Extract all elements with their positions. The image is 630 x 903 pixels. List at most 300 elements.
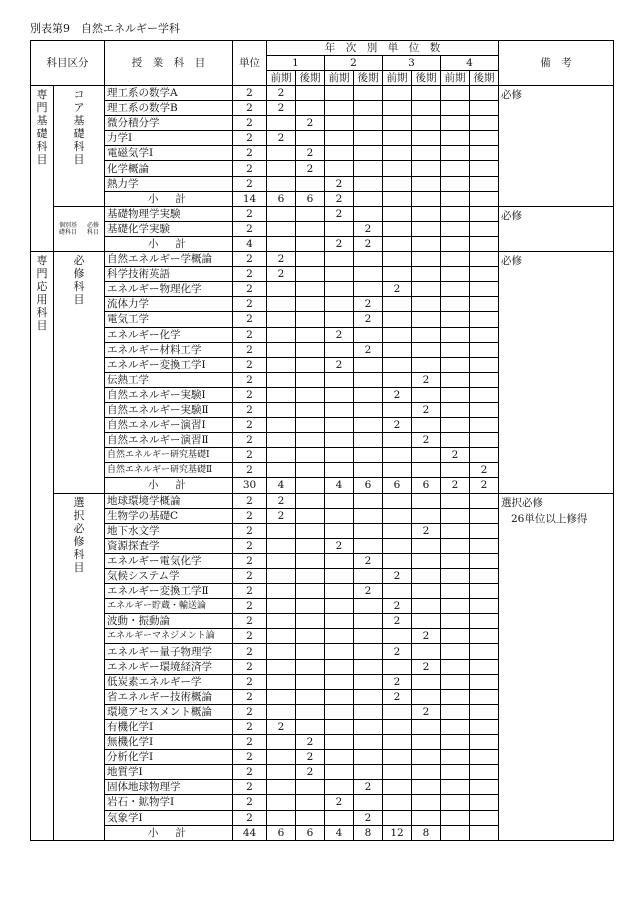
year-units-cell	[296, 644, 325, 659]
subtotal-year-cell	[383, 236, 412, 251]
year-units-cell: 2	[412, 704, 441, 719]
year-units-cell: 2	[354, 584, 383, 599]
year-units-cell	[325, 402, 354, 417]
year-units-cell	[383, 161, 412, 176]
year-units-cell	[296, 719, 325, 734]
year-units-cell	[354, 357, 383, 372]
year-units-cell	[325, 750, 354, 765]
year-units-cell: 2	[267, 493, 296, 508]
units-value: 2	[233, 342, 267, 357]
year-units-cell	[470, 448, 499, 463]
year-units-cell	[441, 523, 470, 538]
subject-name: 理工系の数学B	[105, 101, 233, 116]
year-units-cell	[441, 327, 470, 342]
header-units: 単位	[233, 41, 267, 86]
subject-name: 流体力学	[105, 297, 233, 312]
units-value: 2	[233, 523, 267, 538]
subtotal-year-cell: 6	[354, 478, 383, 493]
year-units-cell	[412, 161, 441, 176]
year-units-cell	[383, 206, 412, 221]
year-units-cell	[470, 629, 499, 644]
year-units-cell	[441, 252, 470, 267]
year-units-cell	[383, 553, 412, 568]
subtotal-year-cell: 6	[296, 191, 325, 206]
year-units-cell	[470, 765, 499, 780]
year-units-cell	[383, 780, 412, 795]
year-units-cell	[296, 614, 325, 629]
year-units-cell	[296, 252, 325, 267]
year-units-cell	[412, 674, 441, 689]
remark-kobetsu	[499, 206, 614, 251]
subtotal-year-cell	[470, 825, 499, 840]
year-units-cell	[470, 116, 499, 131]
year-units-cell	[441, 387, 470, 402]
year-units-cell	[325, 584, 354, 599]
units-value: 2	[233, 146, 267, 161]
year-units-cell	[412, 599, 441, 614]
year-units-cell	[412, 101, 441, 116]
subject-name: 低炭素エネルギー学	[105, 674, 233, 689]
year-units-cell	[441, 704, 470, 719]
year-units-cell	[354, 674, 383, 689]
subtotal-year-cell	[441, 825, 470, 840]
year-units-cell	[441, 282, 470, 297]
year-units-cell	[441, 342, 470, 357]
year-units-cell	[267, 765, 296, 780]
year-units-cell	[441, 614, 470, 629]
year-units-cell	[470, 704, 499, 719]
year-units-cell	[267, 433, 296, 448]
subject-name: 自然エネルギー学概論	[105, 252, 233, 267]
year-units-cell	[296, 810, 325, 825]
year-units-cell	[412, 252, 441, 267]
year-units-cell	[296, 86, 325, 101]
subject-name: エネルギー量子物理学	[105, 644, 233, 659]
group-senmon-oyo	[31, 252, 54, 841]
year-units-cell	[470, 297, 499, 312]
units-value: 2	[233, 614, 267, 629]
year-units-cell	[354, 86, 383, 101]
year-units-cell	[325, 116, 354, 131]
year-units-cell	[441, 508, 470, 523]
year-units-cell	[470, 780, 499, 795]
year-units-cell	[383, 750, 412, 765]
remark-core	[499, 86, 614, 207]
subject-name: エネルギー変換工学Ⅱ	[105, 584, 233, 599]
units-value: 2	[233, 101, 267, 116]
subject-name: 伝熱工学	[105, 372, 233, 387]
subject-name: 理工系の数学A	[105, 86, 233, 101]
subtotal-year-cell: 4	[325, 478, 354, 493]
header-year-by-year: 年 次 別 単 位 数	[267, 41, 499, 56]
year-units-cell	[441, 644, 470, 659]
units-value: 2	[233, 719, 267, 734]
year-units-cell	[296, 569, 325, 584]
year-units-cell	[470, 402, 499, 417]
year-units-cell	[383, 357, 412, 372]
subtotal-units: 14	[233, 191, 267, 206]
units-value: 2	[233, 538, 267, 553]
header-remarks: 備 考	[499, 41, 614, 86]
year-units-cell	[383, 704, 412, 719]
subject-name: エネルギー貯蔵・輸送論	[105, 599, 233, 614]
year-units-cell	[325, 689, 354, 704]
year-units-cell	[296, 282, 325, 297]
subtotal-year-cell	[383, 191, 412, 206]
year-units-cell	[325, 372, 354, 387]
year-units-cell: 2	[296, 765, 325, 780]
year-units-cell	[412, 463, 441, 478]
header-subject: 授 業 科 目	[105, 41, 233, 86]
group-core-kiso	[54, 86, 105, 207]
subtotal-year-cell	[296, 236, 325, 251]
year-units-cell: 2	[354, 780, 383, 795]
year-units-cell	[470, 282, 499, 297]
year-units-cell	[470, 86, 499, 101]
year-units-cell: 2	[383, 644, 412, 659]
units-value: 2	[233, 508, 267, 523]
header-year-4: 4	[441, 56, 499, 71]
remark-sentaku	[499, 493, 614, 840]
subject-name: 力学Ⅰ	[105, 131, 233, 146]
year-units-cell: 2	[412, 402, 441, 417]
year-units-cell	[383, 810, 412, 825]
year-units-cell	[267, 810, 296, 825]
year-units-cell	[441, 795, 470, 810]
year-units-cell	[470, 644, 499, 659]
subtotal-year-cell	[412, 191, 441, 206]
subject-name: 資源探査学	[105, 538, 233, 553]
subject-name: 岩石・鉱物学Ⅰ	[105, 795, 233, 810]
year-units-cell: 2	[296, 116, 325, 131]
year-units-cell	[412, 297, 441, 312]
year-units-cell	[441, 418, 470, 433]
year-units-cell	[441, 629, 470, 644]
group-sentaku-hisshu	[54, 493, 105, 840]
units-value: 2	[233, 599, 267, 614]
year-units-cell	[441, 584, 470, 599]
year-units-cell	[470, 418, 499, 433]
year-units-cell: 2	[325, 795, 354, 810]
year-units-cell	[296, 795, 325, 810]
subject-name: 基礎物理学実験	[105, 206, 233, 221]
year-units-cell: 2	[354, 221, 383, 236]
units-value: 2	[233, 584, 267, 599]
year-units-cell	[470, 176, 499, 191]
year-units-cell	[383, 402, 412, 417]
year-units-cell	[383, 297, 412, 312]
year-units-cell	[354, 508, 383, 523]
year-units-cell	[267, 674, 296, 689]
units-value: 2	[233, 735, 267, 750]
subtotal-year-cell: 2	[354, 236, 383, 251]
group-hisshu-text: 必修科目	[73, 254, 85, 307]
year-units-cell	[412, 493, 441, 508]
year-units-cell	[412, 765, 441, 780]
year-units-cell	[470, 810, 499, 825]
table-row	[31, 206, 614, 221]
year-units-cell	[267, 599, 296, 614]
subtotal-year-cell	[412, 236, 441, 251]
subtotal-units: 44	[233, 825, 267, 840]
year-units-cell: 2	[383, 387, 412, 402]
year-units-cell	[325, 448, 354, 463]
year-units-cell	[383, 86, 412, 101]
year-units-cell: 2	[383, 689, 412, 704]
year-units-cell	[325, 704, 354, 719]
year-units-cell	[267, 614, 296, 629]
subtotal-year-cell: 6	[267, 191, 296, 206]
header-second-half: 後期	[470, 71, 499, 86]
year-units-cell	[267, 342, 296, 357]
units-value: 2	[233, 161, 267, 176]
year-units-cell	[267, 689, 296, 704]
year-units-cell: 2	[325, 206, 354, 221]
year-units-cell	[383, 176, 412, 191]
remark-core-line: 必修	[501, 89, 522, 101]
year-units-cell	[325, 86, 354, 101]
year-units-cell	[354, 387, 383, 402]
year-units-cell	[354, 267, 383, 282]
year-units-cell	[412, 86, 441, 101]
subject-name: 電磁気学Ⅰ	[105, 146, 233, 161]
year-units-cell	[470, 146, 499, 161]
year-units-cell	[412, 584, 441, 599]
year-units-cell	[470, 387, 499, 402]
year-units-cell	[325, 553, 354, 568]
year-units-cell	[441, 402, 470, 417]
subject-name: エネルギー環境経済学	[105, 659, 233, 674]
year-units-cell	[325, 674, 354, 689]
subject-name: エネルギーマネジメント論	[105, 629, 233, 644]
subject-name: 気候システム学	[105, 569, 233, 584]
year-units-cell	[267, 644, 296, 659]
year-units-cell	[325, 765, 354, 780]
year-units-cell	[354, 765, 383, 780]
year-units-cell	[441, 176, 470, 191]
year-units-cell	[470, 795, 499, 810]
year-units-cell	[325, 418, 354, 433]
subtotal-year-cell: 4	[325, 825, 354, 840]
year-units-cell	[383, 327, 412, 342]
header-year-2: 2	[325, 56, 383, 71]
subtotal-year-cell	[441, 236, 470, 251]
year-units-cell	[354, 327, 383, 342]
remark-sentaku-line: 26単位以上修得	[511, 512, 588, 525]
subtotal-year-cell: 4	[267, 478, 296, 493]
year-units-cell: 2	[412, 523, 441, 538]
year-units-cell	[441, 267, 470, 282]
units-value: 2	[233, 206, 267, 221]
group-kobetsu	[54, 206, 105, 251]
year-units-cell	[267, 553, 296, 568]
subtotal-year-cell: 2	[325, 236, 354, 251]
year-units-cell	[267, 448, 296, 463]
year-units-cell	[325, 433, 354, 448]
subject-name: 自然エネルギー演習Ⅰ	[105, 418, 233, 433]
year-units-cell	[354, 101, 383, 116]
remark-sentaku-line: 選択必修	[501, 496, 543, 509]
year-units-cell: 2	[296, 735, 325, 750]
group-sentaku-hisshu-text: 選択必修科目	[73, 495, 85, 574]
year-units-cell	[383, 146, 412, 161]
year-units-cell	[325, 463, 354, 478]
subtotal-units: 4	[233, 236, 267, 251]
year-units-cell	[383, 659, 412, 674]
year-units-cell	[412, 131, 441, 146]
year-units-cell	[441, 297, 470, 312]
year-units-cell	[325, 780, 354, 795]
year-units-cell	[354, 795, 383, 810]
year-units-cell	[441, 146, 470, 161]
year-units-cell	[267, 116, 296, 131]
group-senmon-kiso	[31, 86, 54, 252]
year-units-cell	[383, 252, 412, 267]
year-units-cell	[354, 614, 383, 629]
subtotal-year-cell	[441, 191, 470, 206]
year-units-cell	[325, 735, 354, 750]
year-units-cell	[441, 161, 470, 176]
year-units-cell	[354, 719, 383, 734]
subject-name: 有機化学Ⅰ	[105, 719, 233, 734]
year-units-cell	[470, 659, 499, 674]
subtotal-year-cell: 6	[383, 478, 412, 493]
year-units-cell	[325, 312, 354, 327]
year-units-cell	[325, 387, 354, 402]
year-units-cell	[354, 644, 383, 659]
year-units-cell: 2	[383, 599, 412, 614]
year-units-cell	[383, 629, 412, 644]
year-units-cell	[412, 735, 441, 750]
year-units-cell	[383, 448, 412, 463]
year-units-cell	[267, 750, 296, 765]
year-units-cell	[296, 780, 325, 795]
year-units-cell	[354, 689, 383, 704]
subject-name: 地球環境学概論	[105, 493, 233, 508]
subject-name: 自然エネルギー演習Ⅱ	[105, 433, 233, 448]
year-units-cell: 2	[412, 659, 441, 674]
year-units-cell	[267, 206, 296, 221]
year-units-cell	[296, 553, 325, 568]
header-second-half: 後期	[354, 71, 383, 86]
year-units-cell	[296, 674, 325, 689]
year-units-cell	[267, 659, 296, 674]
year-units-cell	[412, 614, 441, 629]
subject-name: 地下水文学	[105, 523, 233, 538]
year-units-cell	[412, 538, 441, 553]
year-units-cell	[354, 116, 383, 131]
subject-name: エネルギー材料工学	[105, 342, 233, 357]
subtotal-year-cell: 6	[267, 825, 296, 840]
subtotal-year-cell: 6	[296, 825, 325, 840]
year-units-cell	[412, 327, 441, 342]
year-units-cell	[441, 569, 470, 584]
header-second-half: 後期	[412, 71, 441, 86]
year-units-cell	[470, 342, 499, 357]
subject-name: 生物学の基礎C	[105, 508, 233, 523]
year-units-cell	[325, 282, 354, 297]
year-units-cell	[267, 357, 296, 372]
year-units-cell	[296, 372, 325, 387]
year-units-cell: 2	[412, 433, 441, 448]
units-value: 2	[233, 433, 267, 448]
year-units-cell	[354, 523, 383, 538]
year-units-cell	[441, 86, 470, 101]
year-units-cell	[441, 750, 470, 765]
year-units-cell	[296, 267, 325, 282]
year-units-cell	[325, 523, 354, 538]
year-units-cell	[470, 538, 499, 553]
year-units-cell	[325, 131, 354, 146]
year-units-cell	[354, 493, 383, 508]
year-units-cell	[325, 146, 354, 161]
year-units-cell	[354, 463, 383, 478]
year-units-cell	[267, 704, 296, 719]
header-year-3: 3	[383, 56, 441, 71]
subtotal-label: 小 計	[105, 825, 233, 840]
units-value: 2	[233, 86, 267, 101]
year-units-cell	[412, 116, 441, 131]
subject-name: 化学概論	[105, 161, 233, 176]
year-units-cell	[354, 538, 383, 553]
year-units-cell: 2	[267, 252, 296, 267]
units-value: 2	[233, 418, 267, 433]
subject-name: 固体地球物理学	[105, 780, 233, 795]
year-units-cell	[441, 689, 470, 704]
year-units-cell	[325, 644, 354, 659]
units-value: 2	[233, 765, 267, 780]
table-row	[31, 86, 614, 101]
year-units-cell	[470, 327, 499, 342]
year-units-cell: 2	[354, 312, 383, 327]
year-units-cell: 2	[354, 810, 383, 825]
units-value: 2	[233, 327, 267, 342]
year-units-cell	[267, 795, 296, 810]
year-units-cell: 2	[325, 327, 354, 342]
year-units-cell	[412, 644, 441, 659]
year-units-cell: 2	[267, 86, 296, 101]
year-units-cell	[325, 493, 354, 508]
year-units-cell	[412, 221, 441, 236]
year-units-cell	[296, 357, 325, 372]
year-units-cell	[412, 689, 441, 704]
year-units-cell	[267, 146, 296, 161]
year-units-cell	[325, 342, 354, 357]
units-value: 2	[233, 810, 267, 825]
year-units-cell	[383, 342, 412, 357]
year-units-cell	[470, 584, 499, 599]
subject-name: 微分積分学	[105, 116, 233, 131]
year-units-cell	[383, 584, 412, 599]
year-units-cell: 2	[325, 357, 354, 372]
year-units-cell	[296, 101, 325, 116]
year-units-cell	[470, 493, 499, 508]
year-units-cell	[441, 659, 470, 674]
units-value: 2	[233, 448, 267, 463]
year-units-cell	[354, 206, 383, 221]
subtotal-label: 小 計	[105, 478, 233, 493]
year-units-cell: 2	[354, 297, 383, 312]
year-units-cell	[325, 599, 354, 614]
year-units-cell	[267, 372, 296, 387]
year-units-cell	[470, 312, 499, 327]
year-units-cell	[412, 282, 441, 297]
subtotal-year-cell: 8	[412, 825, 441, 840]
year-units-cell	[470, 689, 499, 704]
table-row	[31, 252, 614, 267]
year-units-cell	[296, 704, 325, 719]
year-units-cell	[354, 372, 383, 387]
